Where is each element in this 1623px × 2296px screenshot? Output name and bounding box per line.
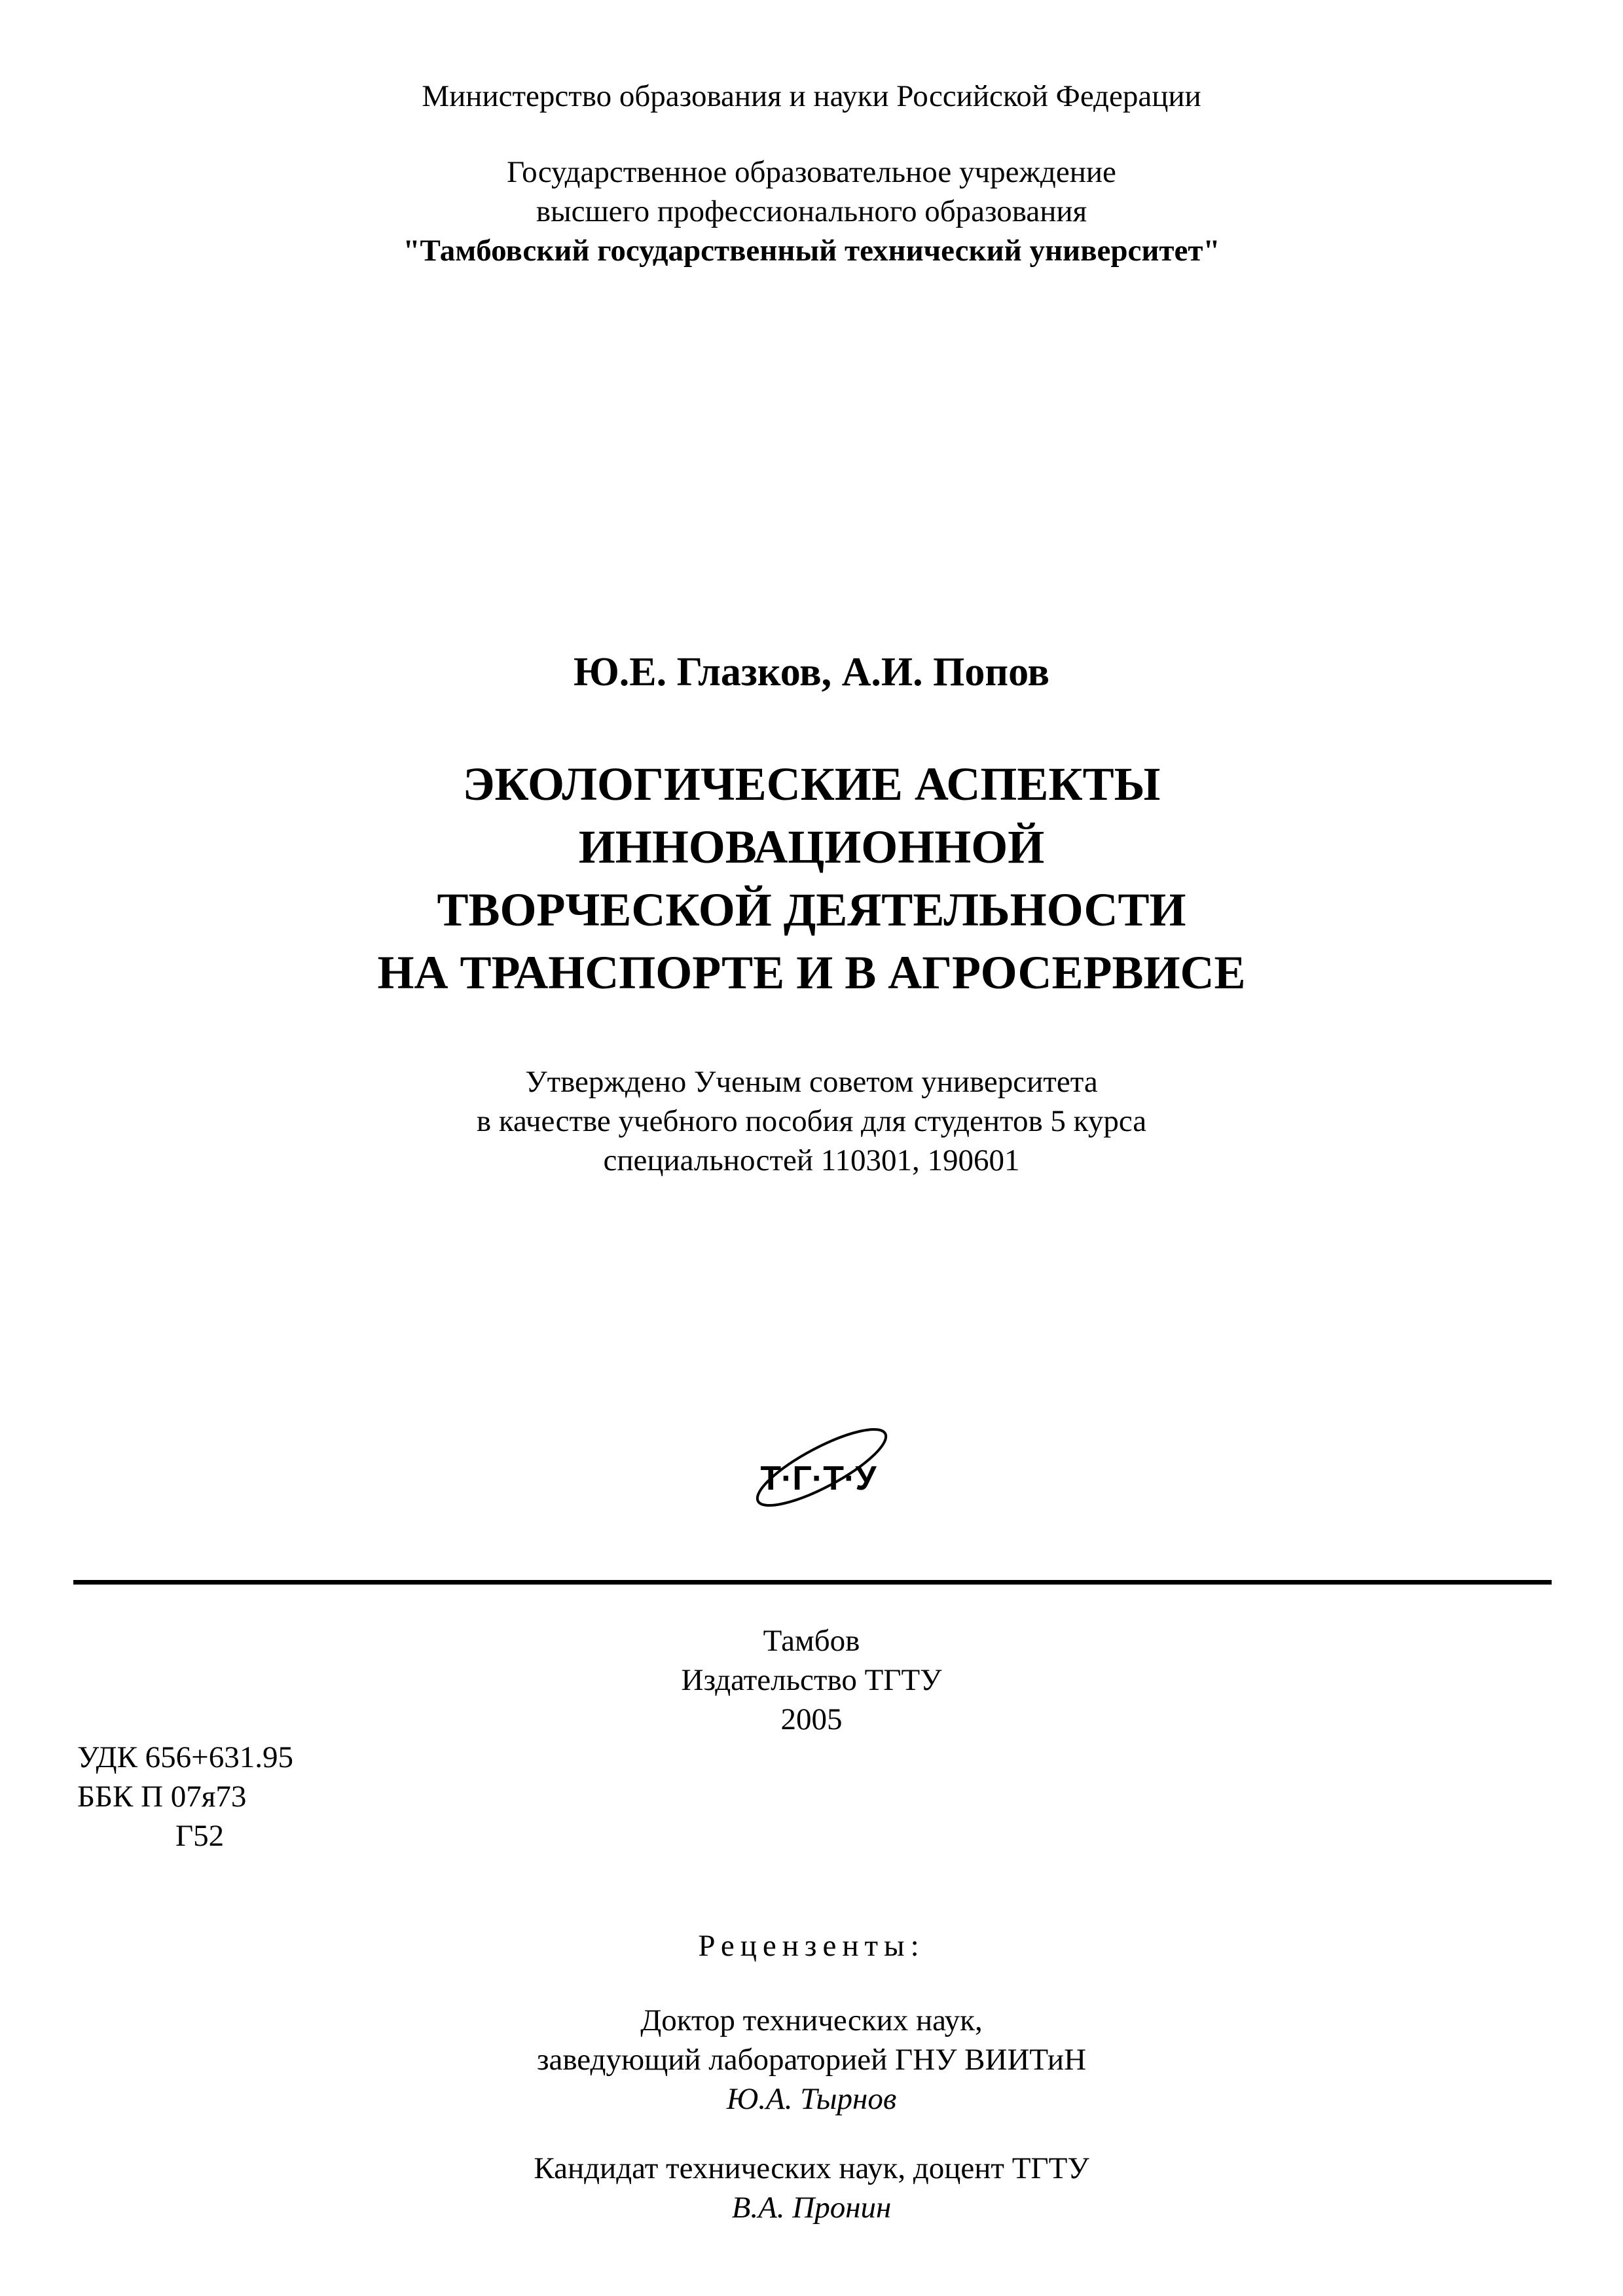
- imprint-city: Тамбов: [763, 1624, 860, 1658]
- institution-line-1: Государственное образовательное учреждение: [507, 155, 1116, 189]
- imprint-year: 2005: [780, 1702, 843, 1736]
- reviewers-heading: Рецензенты:: [698, 1929, 925, 1963]
- reviewer-1-name: Ю.А. Тырнов: [726, 2082, 897, 2116]
- tgtu-logo: [740, 1427, 897, 1518]
- title-line: ИННОВАЦИОННОЙ: [578, 821, 1045, 873]
- author-mark: Г52: [175, 1819, 225, 1853]
- title-line: НА ТРАНСПОРТЕ И В АГРОСЕРВИСЕ: [377, 946, 1246, 999]
- bbk-code: ББК П 07я73: [77, 1780, 247, 1814]
- reviewer-1-degree: Доктор технических наук,: [640, 2003, 983, 2037]
- udk-code: УДК 656+631.95: [77, 1740, 293, 1774]
- approval-line: специальностей 110301, 190601: [603, 1143, 1020, 1177]
- reviewer-1-position: заведующий лабораторией ГНУ ВИИТиН: [536, 2043, 1087, 2077]
- approval-line: Утверждено Ученым советом университета: [525, 1065, 1098, 1099]
- institution-name: "Тамбовский государственный технический университет": [403, 234, 1220, 268]
- imprint-publisher: Издательство ТГТУ: [681, 1663, 942, 1697]
- reviewer-2-degree: Кандидат технических наук, доцент ТГТУ: [534, 2151, 1089, 2185]
- logo-text: Т·Г·Т·У: [760, 1460, 877, 1498]
- authors: Ю.Е. Глазков, А.И. Попов: [573, 650, 1050, 694]
- divider-rule: [73, 1580, 1552, 1585]
- approval-line: в качестве учебного пособия для студентов 5 курса: [476, 1104, 1147, 1138]
- reviewer-2-name: В.А. Пронин: [731, 2191, 892, 2225]
- title-line: ТВОРЧЕСКОЙ ДЕЯТЕЛЬНОСТИ: [437, 884, 1186, 936]
- ministry-line: Министерство образования и науки Российской Федерации: [422, 79, 1201, 113]
- institution-line-2: высшего профессионального образования: [536, 194, 1087, 228]
- title-line: ЭКОЛОГИЧЕСКИЕ АСПЕКТЫ: [462, 758, 1161, 810]
